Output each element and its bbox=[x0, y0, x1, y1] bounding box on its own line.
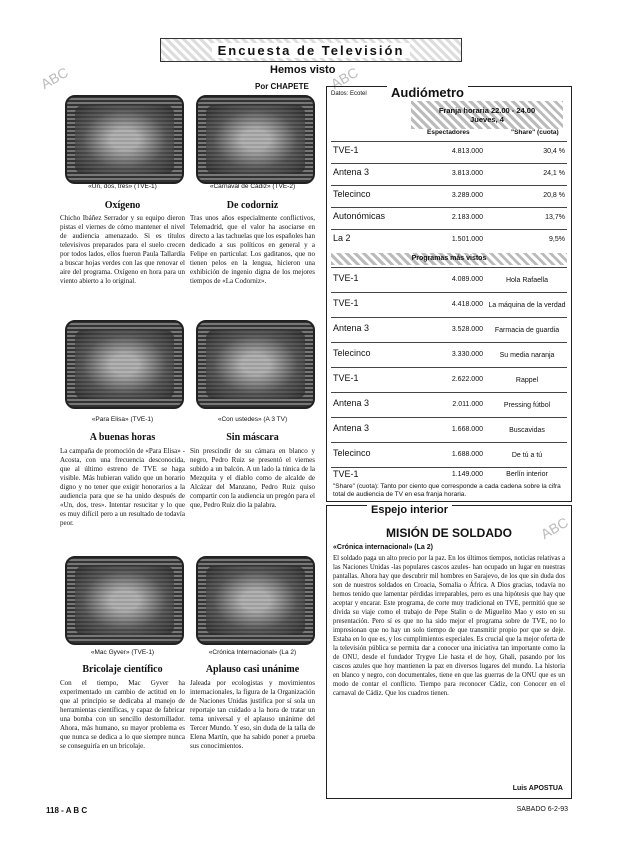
program-name: De tú a tú bbox=[511, 452, 543, 459]
channel-logo: Autonómicas bbox=[333, 211, 386, 221]
viewers-value: 3.330.000 bbox=[451, 351, 483, 358]
espejo-headline: MISIÓN DE SOLDADO bbox=[385, 526, 512, 540]
aud-row bbox=[331, 185, 567, 208]
caption-2: «Carnaval de Cádiz» (TVE-2) bbox=[209, 183, 296, 190]
caption-4: «Con ustedes» (A 3 TV) bbox=[217, 416, 288, 423]
share-value: 30,4 % bbox=[543, 148, 565, 155]
tv-image-6 bbox=[196, 556, 315, 645]
page-footer-right: SABADO 6-2-93 bbox=[516, 806, 568, 813]
viewers-value: 1.149.000 bbox=[451, 471, 483, 478]
banner-text: Encuesta de Televisión bbox=[212, 43, 411, 58]
tv-image-1 bbox=[65, 95, 184, 184]
headline-1: Oxígeno bbox=[104, 200, 141, 211]
viewers-value: 1.501.000 bbox=[451, 236, 483, 243]
headline-5: Bricolaje científico bbox=[82, 664, 163, 675]
program-row bbox=[331, 267, 567, 293]
program-row bbox=[331, 367, 567, 393]
program-row bbox=[331, 392, 567, 418]
headline-3: A buenas horas bbox=[89, 432, 156, 443]
share-value: 9,5% bbox=[549, 236, 565, 243]
article-5: Con el tiempo, Mac Gyver ha experimentado un cambio de actitud en lo que al principio se dedicaba al manejo de herramientas científicas, y capaz de fabricar una bomba con un sencillo destornillador. Ahora, más humano, su mayor problema es que nunca se dedica a lo que siempre nunca se conseguiría en un bricolaje. bbox=[60, 679, 185, 750]
caption-5: «Mac Gyver» (TVE-1) bbox=[90, 649, 155, 656]
viewers-value: 4.418.000 bbox=[451, 301, 483, 308]
share-note: "Share" (cuota): Tanto por ciento que corresponde a cada cadena sobre la cifra total de audiencia de TV en esa franja horaria. bbox=[333, 483, 561, 498]
aud-row bbox=[331, 207, 567, 230]
channel-logo: Antena 3 bbox=[333, 167, 370, 177]
espejo-box bbox=[326, 505, 572, 799]
program-name: Buscavidas bbox=[509, 427, 545, 434]
program-row bbox=[331, 467, 567, 482]
franja-line2: Jueves, 4 bbox=[470, 115, 504, 124]
program-name: Su media naranja bbox=[499, 352, 555, 359]
audimetro-box bbox=[326, 86, 572, 502]
article-2: Tras unos años especialmente conflictivos, Telemadrid, que el valor ha asociarse en directo a las tachuelas que los españoles han dedicado a sus políticos en general y a Felipe en particular. Los gaditanos, que no tienen pelos en la lengua, hicieron una exhibición de ingenio digna de los mejores tiempos de «La Codorniz». bbox=[190, 214, 315, 285]
programs-header: Programas más vistos bbox=[331, 253, 567, 265]
program-row bbox=[331, 317, 567, 343]
aud-row bbox=[331, 163, 567, 186]
channel-logo: Antena 3 bbox=[333, 323, 370, 333]
headline-4: Sin máscara bbox=[226, 432, 279, 443]
espejo-text: El soldado paga un alto precio por la paz. En los últimos tiempos, noticias relativas a las Naciones Unidas -las populares cascos azules- han ocupado un lugar en nuestras pantallas. Ahora hay que descubrir mil hombres en Sarajevo, de los que sin duda dos son de nuestros soldados en Croacia, Somalia o África. A Dios gracias, todavía no hemos tenido que lamentar pérdidas irreparables, pero es una hipótesis que hay que aceptar y encarar. Este programa, de corte muy tradicional en TVE, permitió que se divida su viaje como el trabajo de Pepe Stalin o de Miguelito Mao y esto en su presentación. Pero sí es que no ha sido mejor el programa sobre de TVE, no lo impresionan que no hay un solo tiempo de que transmitir propio por que se deje. Estaba en lo que es, y los cumplimientos especiales. Es crucial que la mejor oferta de la televisión pública se permita dar a conocer una iniciativa tan importante como la de ONU, desde el fundador Trygve Lie hasta el de hoy, Ghali, pasando por los cascos azules que hoy mantienen la paz en diversos lugares del mundo. La historia en blanco y negro, con documentales, tiene en que las guerras de la ONU que es un modo de contar el conflicto. Tiempo para reconocer Cádiz, con Conocer en el carnaval de Cádiz. Que los cuadros tienen. bbox=[333, 555, 565, 697]
espejo-signature: Luis APOSTUA bbox=[512, 785, 563, 792]
article-6: Jaleada por ecologistas y movimientos internacionales, la figura de la Organización de Naciones Unidas justifica por sí sola un reportaje tan cuidado a la hora de tratar un tema universal y el aplauso unánime del Tercer Mundo. Y eso, sin duda de la talla de Elena Martín, que ha sabido poner a prueba sus conocimientos. bbox=[190, 679, 315, 750]
channel-logo: TVE-1 bbox=[333, 273, 359, 283]
tv-image-4 bbox=[196, 320, 315, 409]
article-4: Sin prescindir de su cámara en blanco y negro, Pedro Ruiz se presentó el viernes subido a un balcón. A un lado la túnica de la Mezquita y el diablo como de alcalde de Alcázar del Manzano, Pedro Ruiz quiso compartir con la audiencia un pregón para el que, Pedro Ruiz dio la palabra. bbox=[190, 447, 315, 509]
section-title: Hemos visto bbox=[270, 64, 336, 76]
franja-line1: Franja horaria 22.00 - 24.00 bbox=[438, 106, 536, 115]
channel-logo: TVE-1 bbox=[333, 373, 359, 383]
watermark-1: ABC bbox=[37, 63, 71, 93]
page-banner bbox=[160, 38, 462, 62]
caption-1: «Un, dos, tres» (TVE-1) bbox=[88, 183, 157, 190]
caption-6: «Crónica Internacional» (La 2) bbox=[208, 649, 297, 656]
watermark-2: ABC bbox=[327, 63, 361, 93]
program-row bbox=[331, 417, 567, 443]
program-name: Rappel bbox=[515, 377, 539, 384]
viewers-value: 2.183.000 bbox=[451, 214, 483, 221]
channel-logo: Telecinco bbox=[333, 189, 371, 199]
channel-logo: Telecinco bbox=[333, 448, 371, 458]
col-share-header: "Share" (cuota) bbox=[511, 129, 559, 136]
audimetro-title: Audiómetro bbox=[387, 85, 468, 100]
viewers-value: 4.813.000 bbox=[451, 148, 483, 155]
page-footer-left: 118 - A B C bbox=[46, 806, 88, 815]
program-name: Hola Rafaella bbox=[505, 277, 549, 284]
program-row bbox=[331, 342, 567, 368]
program-name: Pressing fútbol bbox=[503, 402, 551, 409]
watermark-3: ABC bbox=[537, 513, 571, 543]
channel-logo: Antena 3 bbox=[333, 398, 370, 408]
program-row bbox=[331, 442, 567, 468]
tv-image-2 bbox=[196, 95, 315, 184]
aud-row bbox=[331, 141, 567, 164]
share-value: 20,8 % bbox=[543, 192, 565, 199]
viewers-value: 4.089.000 bbox=[451, 276, 483, 283]
datos-source: Datos: Ecotel bbox=[331, 91, 367, 97]
caption-3: «Para Elisa» (TVE-1) bbox=[91, 416, 154, 423]
channel-logo: La 2 bbox=[333, 233, 351, 243]
viewers-value: 1.668.000 bbox=[451, 426, 483, 433]
channel-logo: TVE-1 bbox=[333, 298, 359, 308]
channel-logo: Telecinco bbox=[333, 348, 371, 358]
channel-logo: TVE-1 bbox=[333, 469, 359, 479]
headline-2: De codorniz bbox=[226, 200, 279, 211]
viewers-value: 3.813.000 bbox=[451, 170, 483, 177]
viewers-value: 2.011.000 bbox=[452, 401, 483, 408]
viewers-value: 3.528.000 bbox=[451, 326, 483, 333]
headline-6: Aplauso casi unánime bbox=[205, 664, 300, 675]
program-name: Farmacia de guardia bbox=[494, 327, 560, 334]
program-name: La máquina de la verdad bbox=[488, 302, 566, 309]
viewers-value: 3.289.000 bbox=[451, 192, 483, 199]
program-row bbox=[331, 292, 567, 318]
channel-logo: Antena 3 bbox=[333, 423, 370, 433]
channel-logo: TVE-1 bbox=[333, 145, 359, 155]
espejo-title: Espejo interior bbox=[367, 504, 452, 516]
viewers-value: 1.688.000 bbox=[451, 451, 483, 458]
byline: Por CHAPETE bbox=[255, 82, 309, 91]
share-value: 13,7% bbox=[545, 214, 565, 221]
article-3: La campaña de promoción de «Para Elisa» -Acosta, con una frecuencia desconocida, que al último estreno de TVE se haga visible. Más hubieran valido que un horario digno y no tener que exigir honorarios a la audiencia para que se ha unido después de «Un, dos, tres». Intentar resucitar y lo que es muy difícil pero a un resultado de todavía peor. bbox=[60, 447, 185, 527]
viewers-value: 2.622.000 bbox=[451, 376, 483, 383]
article-1: Chicho Ibáñez Serrador y su equipo dieron pistas el viernes de cómo mantener el nivel de audiencia amenazado. Si es títulos televisivos preparados para el suelo crecen por todos lados, ellos fueron Paula Tallardía a buscar hojas verdes con las que renovar el aire del programa. Oxígeno en hora para un viento abierto a lo original. bbox=[60, 214, 185, 285]
share-value: 24,1 % bbox=[543, 170, 565, 177]
tv-image-5 bbox=[65, 556, 184, 645]
col-viewers-header: Espectadores bbox=[427, 129, 470, 136]
program-name: Berlín interior bbox=[506, 471, 548, 478]
aud-row bbox=[331, 229, 567, 252]
tv-image-3 bbox=[65, 320, 184, 409]
espejo-subtitle: «Crónica internacional» (La 2) bbox=[333, 544, 433, 551]
franja-header bbox=[411, 101, 563, 129]
